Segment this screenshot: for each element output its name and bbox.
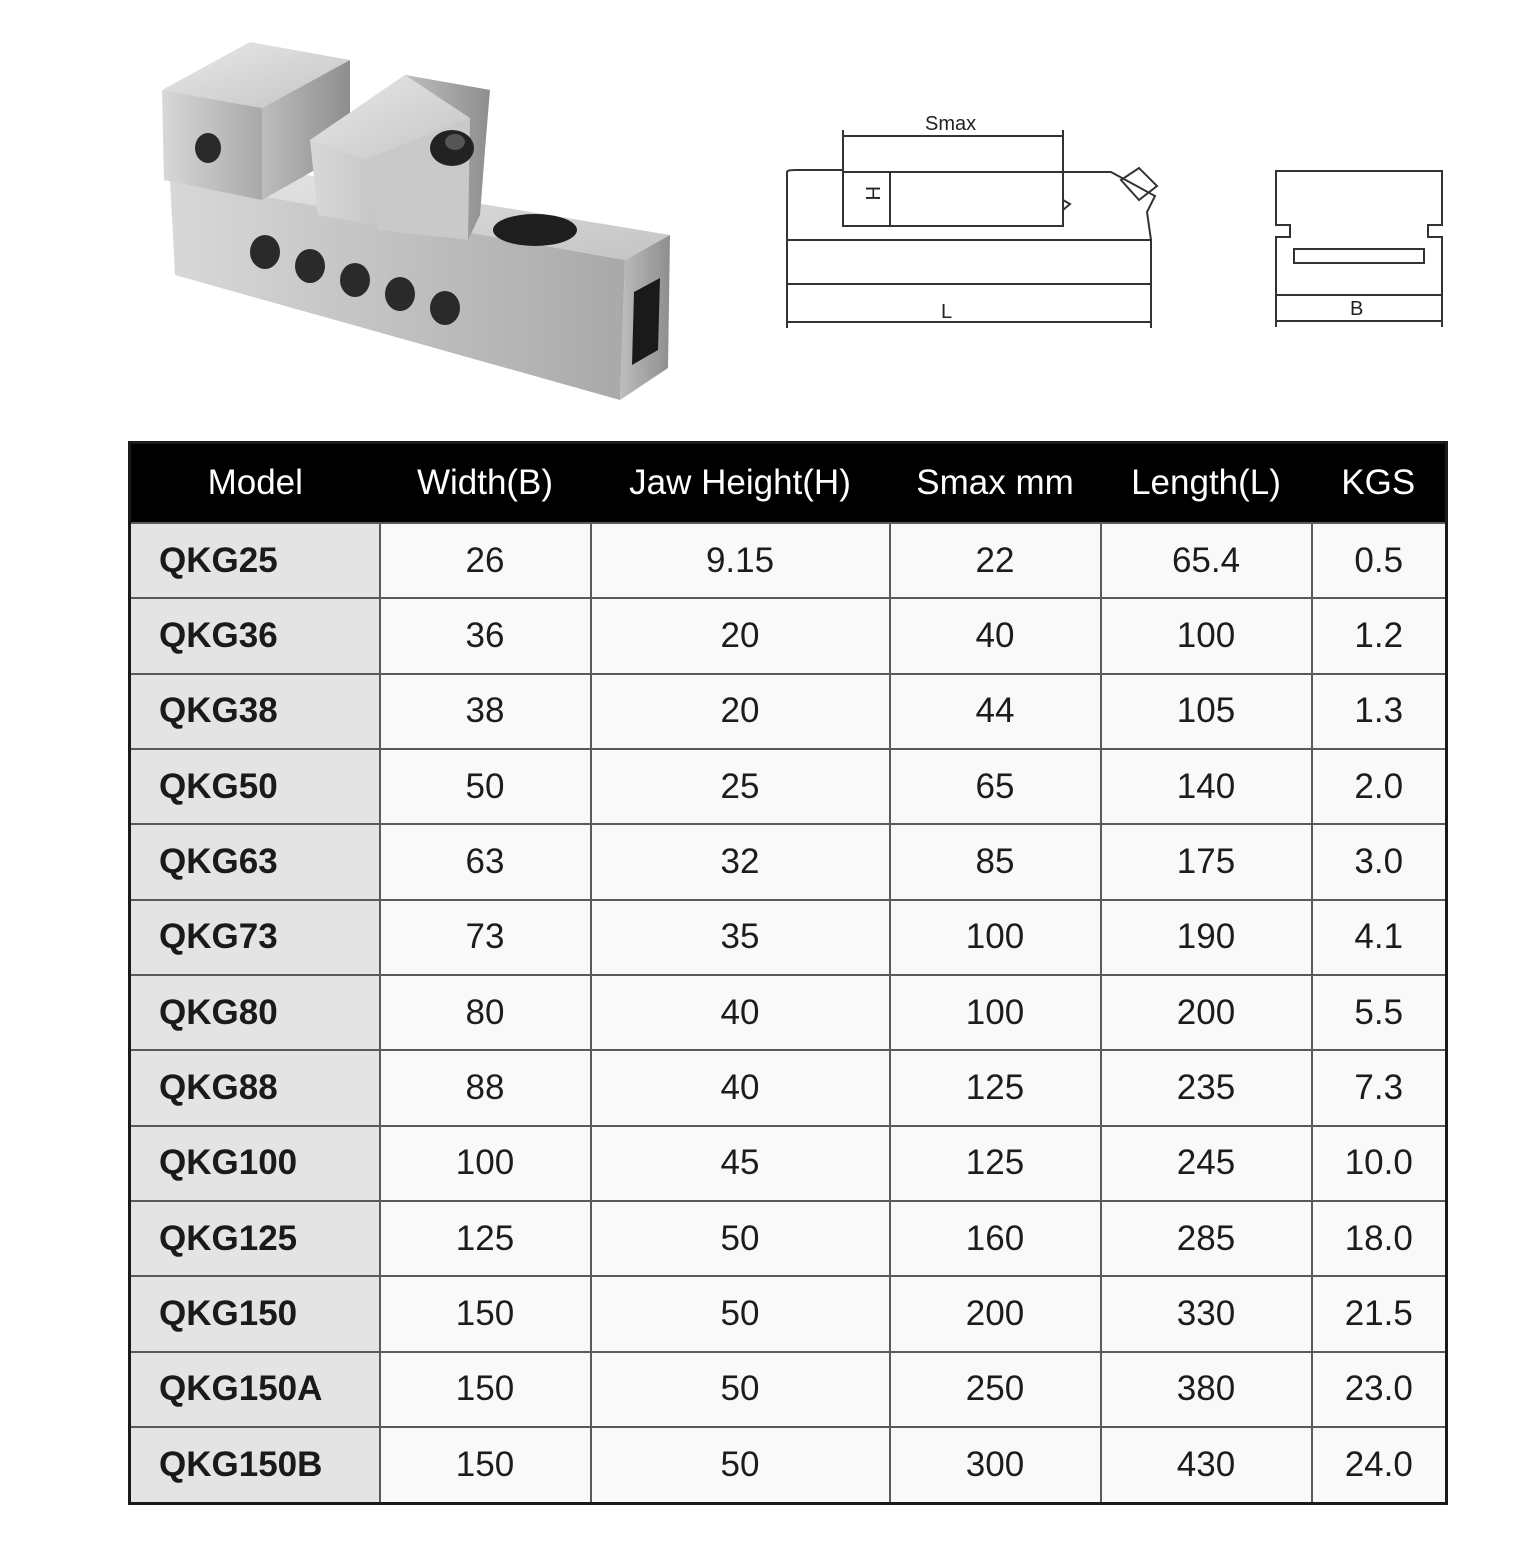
cell-jaw-height: 25	[591, 749, 890, 824]
cell-model: QKG38	[130, 674, 380, 749]
b-label: B	[1350, 298, 1364, 320]
cell-kgs: 18.0	[1312, 1201, 1447, 1276]
table-row	[130, 900, 1447, 975]
cell-smax: 100	[890, 975, 1101, 1050]
cell-model: QKG80	[130, 975, 380, 1050]
cell-width: 50	[380, 749, 591, 824]
smax-label: Smax	[925, 113, 977, 135]
cell-length: 430	[1101, 1427, 1312, 1503]
cell-kgs: 0.5	[1312, 523, 1447, 598]
cell-jaw-height: 50	[591, 1201, 890, 1276]
table-row	[130, 1201, 1447, 1276]
cell-width: 125	[380, 1201, 591, 1276]
cell-jaw-height: 32	[591, 824, 890, 899]
cell-jaw-height: 50	[591, 1352, 890, 1427]
cell-width: 38	[380, 674, 591, 749]
cell-width: 80	[380, 975, 591, 1050]
cell-length: 285	[1101, 1201, 1312, 1276]
cell-width: 150	[380, 1276, 591, 1351]
cell-kgs: 2.0	[1312, 749, 1447, 824]
cell-length: 245	[1101, 1126, 1312, 1201]
cell-jaw-height: 20	[591, 598, 890, 673]
cell-model: QKG100	[130, 1126, 380, 1201]
cell-smax: 44	[890, 674, 1101, 749]
cell-kgs: 7.3	[1312, 1050, 1447, 1125]
table-row	[130, 749, 1447, 824]
cell-length: 175	[1101, 824, 1312, 899]
table-header-row	[130, 443, 1447, 524]
header-jaw-height: Jaw Height(H)	[591, 443, 890, 524]
cell-kgs: 23.0	[1312, 1352, 1447, 1427]
cell-model: QKG25	[130, 523, 380, 598]
cell-model: QKG150A	[130, 1352, 380, 1427]
table-row	[130, 598, 1447, 673]
table-row	[130, 523, 1447, 598]
cell-width: 100	[380, 1126, 591, 1201]
cell-length: 380	[1101, 1352, 1312, 1427]
cell-smax: 85	[890, 824, 1101, 899]
cell-width: 73	[380, 900, 591, 975]
cell-model: QKG63	[130, 824, 380, 899]
vise-side-dimension-diagram	[775, 100, 1175, 340]
cell-kgs: 5.5	[1312, 975, 1447, 1050]
cell-jaw-height: 45	[591, 1126, 890, 1201]
cell-width: 26	[380, 523, 591, 598]
header-smax: Smax mm	[890, 443, 1101, 524]
cell-width: 88	[380, 1050, 591, 1125]
cell-length: 105	[1101, 674, 1312, 749]
cell-smax: 40	[890, 598, 1101, 673]
header-width: Width(B)	[380, 443, 591, 524]
table-row	[130, 1126, 1447, 1201]
header-length: Length(L)	[1101, 443, 1312, 524]
cell-jaw-height: 40	[591, 1050, 890, 1125]
table-row	[130, 1427, 1447, 1503]
cell-model: QKG88	[130, 1050, 380, 1125]
header-model: Model	[130, 443, 380, 524]
cell-length: 330	[1101, 1276, 1312, 1351]
cell-width: 150	[380, 1427, 591, 1503]
cell-smax: 65	[890, 749, 1101, 824]
cell-jaw-height: 35	[591, 900, 890, 975]
cell-smax: 300	[890, 1427, 1101, 1503]
cell-kgs: 1.2	[1312, 598, 1447, 673]
header-kgs: KGS	[1312, 443, 1447, 524]
cell-kgs: 1.3	[1312, 674, 1447, 749]
cell-smax: 200	[890, 1276, 1101, 1351]
cell-width: 36	[380, 598, 591, 673]
cell-smax: 125	[890, 1126, 1101, 1201]
cell-kgs: 10.0	[1312, 1126, 1447, 1201]
table-row	[130, 824, 1447, 899]
cell-jaw-height: 50	[591, 1427, 890, 1503]
vise-specification-table	[128, 441, 1448, 1505]
l-label: L	[941, 301, 953, 323]
vise-end-dimension-diagram	[1262, 155, 1462, 340]
cell-smax: 160	[890, 1201, 1101, 1276]
cell-kgs: 4.1	[1312, 900, 1447, 975]
cell-model: QKG36	[130, 598, 380, 673]
table-row	[130, 975, 1447, 1050]
cell-jaw-height: 9.15	[591, 523, 890, 598]
cell-model: QKG150B	[130, 1427, 380, 1503]
cell-model: QKG125	[130, 1201, 380, 1276]
cell-length: 190	[1101, 900, 1312, 975]
cell-kgs: 24.0	[1312, 1427, 1447, 1503]
cell-model: QKG150	[130, 1276, 380, 1351]
cell-jaw-height: 40	[591, 975, 890, 1050]
table-row	[130, 1352, 1447, 1427]
cell-length: 235	[1101, 1050, 1312, 1125]
cell-length: 140	[1101, 749, 1312, 824]
cell-length: 65.4	[1101, 523, 1312, 598]
cell-width: 63	[380, 824, 591, 899]
h-label: H	[861, 186, 883, 201]
table-row	[130, 674, 1447, 749]
cell-jaw-height: 50	[591, 1276, 890, 1351]
cell-smax: 100	[890, 900, 1101, 975]
cell-width: 150	[380, 1352, 591, 1427]
cell-model: QKG50	[130, 749, 380, 824]
cell-kgs: 21.5	[1312, 1276, 1447, 1351]
cell-kgs: 3.0	[1312, 824, 1447, 899]
cell-jaw-height: 20	[591, 674, 890, 749]
vise-product-image	[150, 30, 690, 420]
cell-smax: 250	[890, 1352, 1101, 1427]
cell-smax: 22	[890, 523, 1101, 598]
table-row	[130, 1276, 1447, 1351]
cell-model: QKG73	[130, 900, 380, 975]
cell-length: 200	[1101, 975, 1312, 1050]
cell-smax: 125	[890, 1050, 1101, 1125]
cell-length: 100	[1101, 598, 1312, 673]
table-row	[130, 1050, 1447, 1125]
